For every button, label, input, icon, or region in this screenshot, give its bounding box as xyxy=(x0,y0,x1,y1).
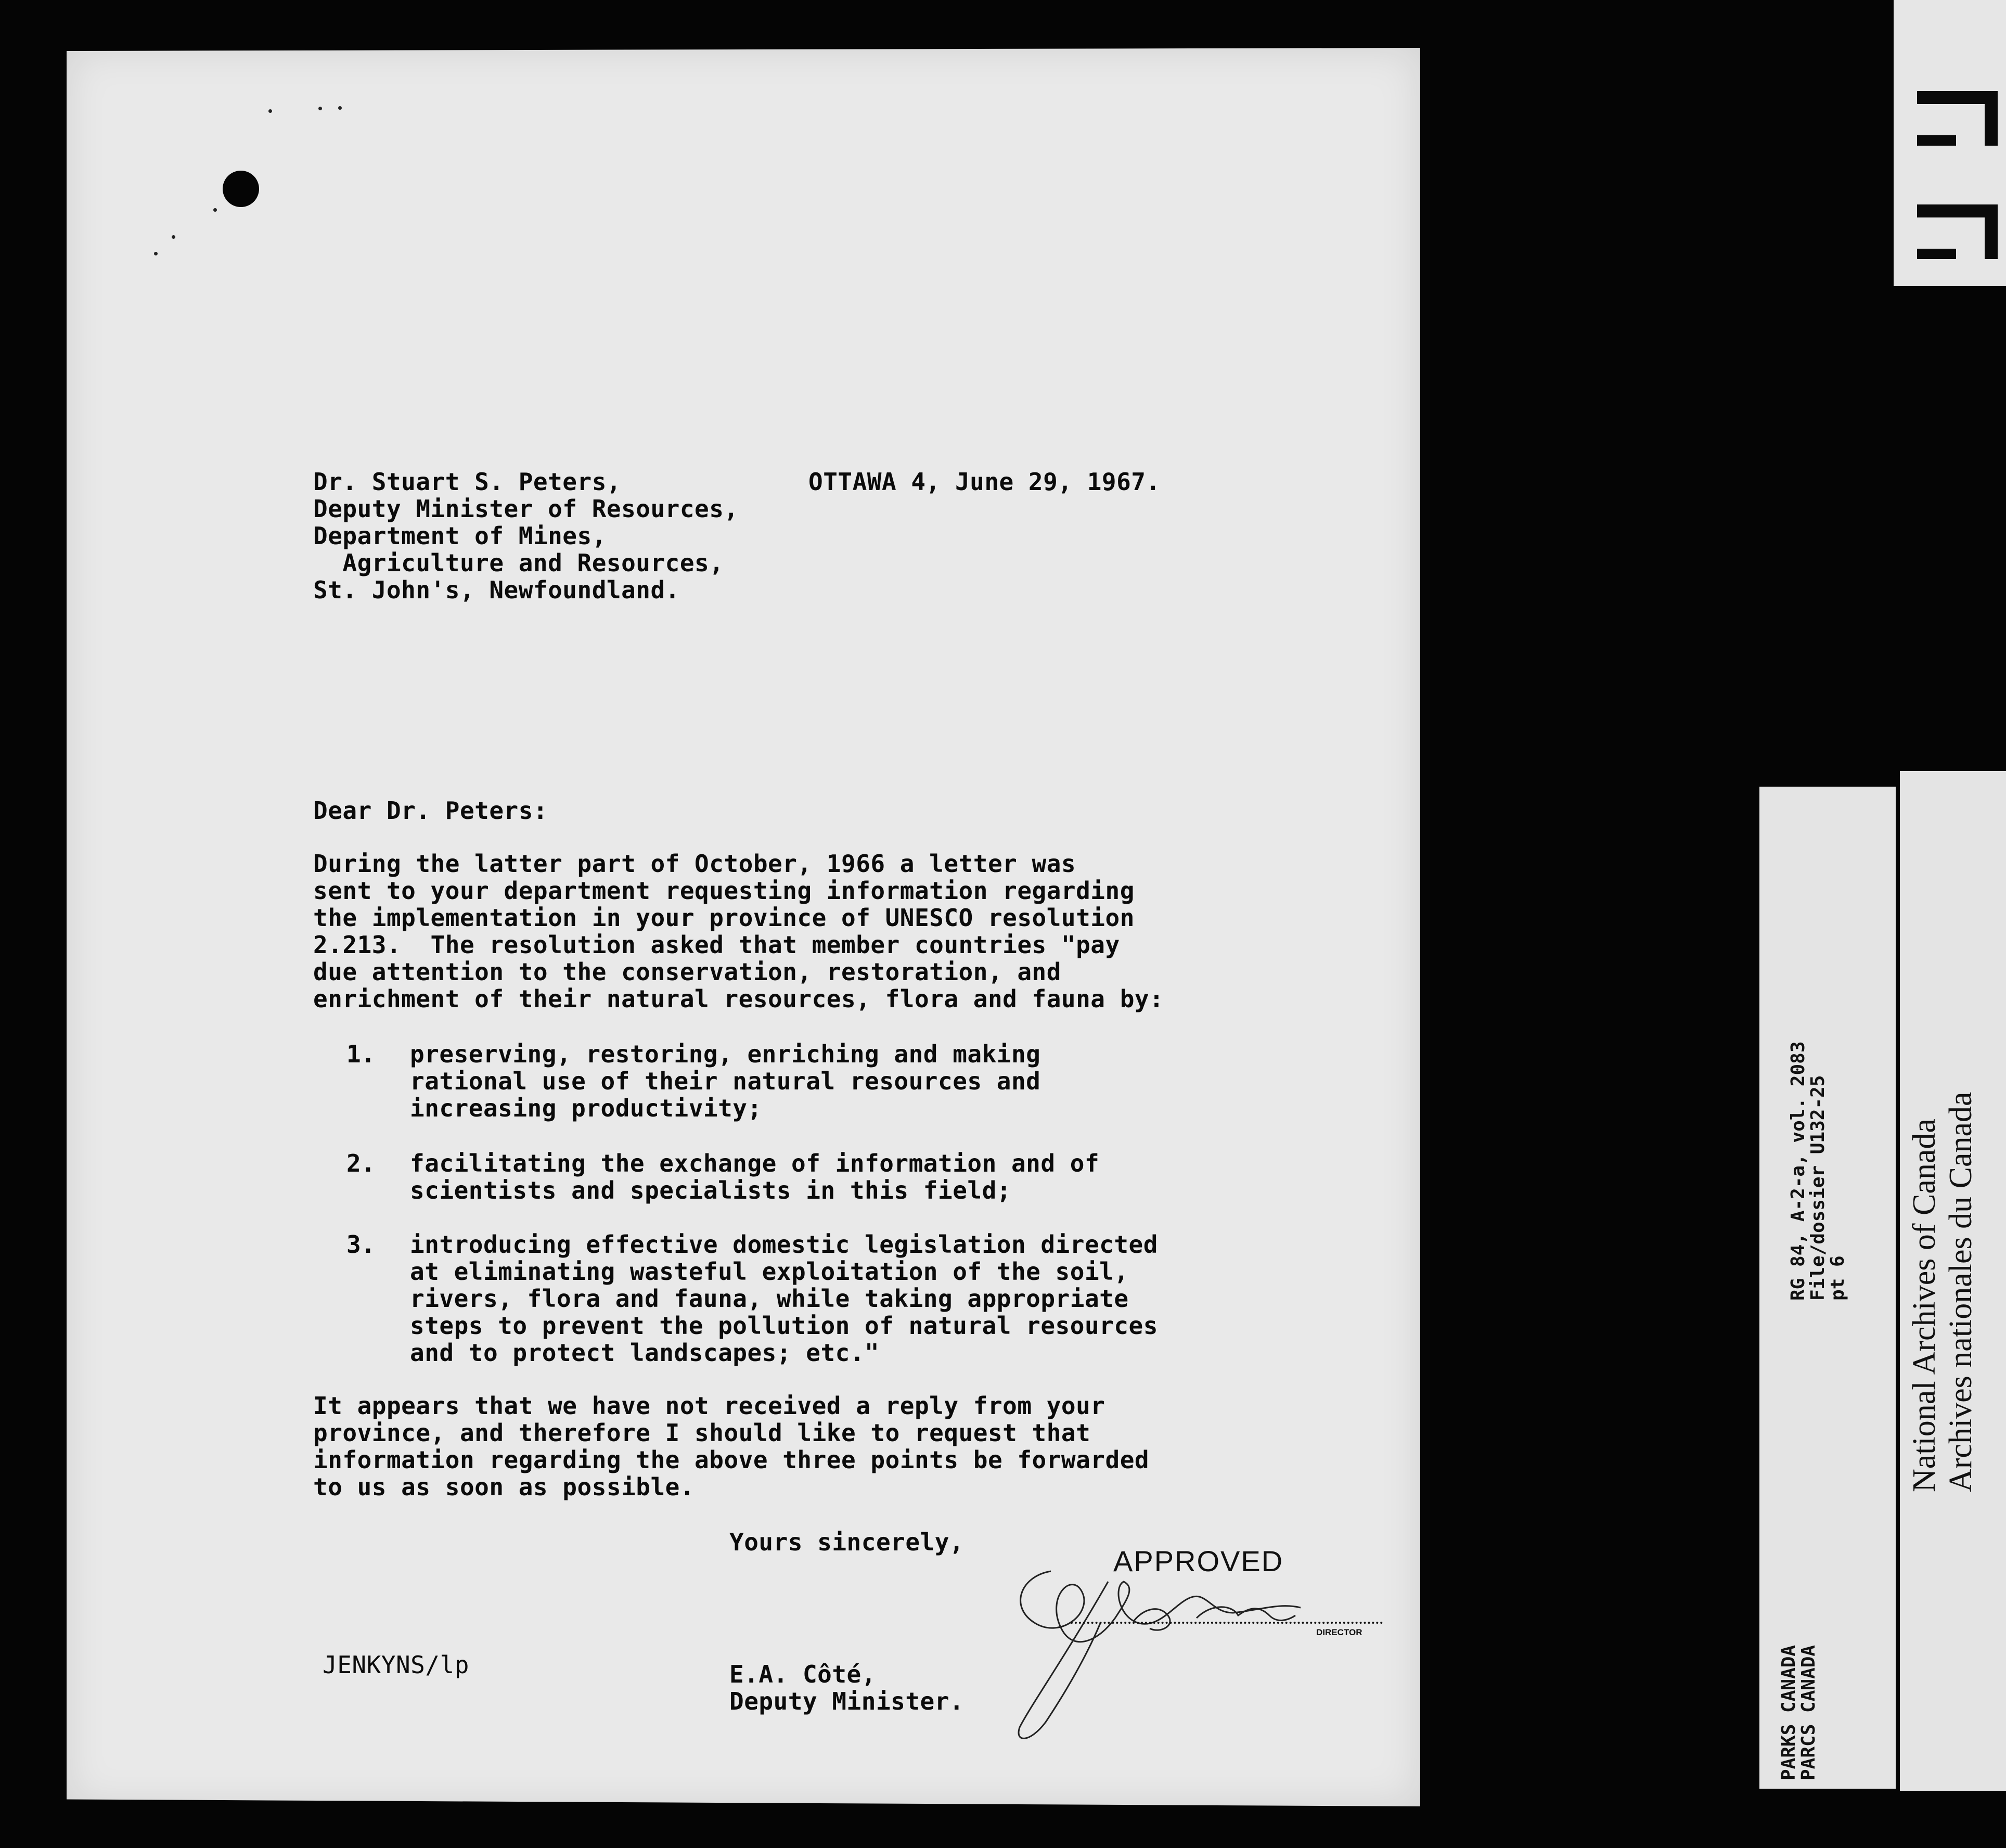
point-line: scientists and specialists in this field; xyxy=(410,1176,1011,1204)
speck xyxy=(154,252,158,255)
point-line: introducing effective domestic legislation directed xyxy=(410,1230,1158,1259)
paragraph-line: due attention to the conservation, restoration, and xyxy=(313,958,1061,986)
agency-line: PARKS CANADA xyxy=(1778,1645,1799,1780)
closing-paragraph xyxy=(313,1392,1149,1500)
salutation: Dear Dr. Peters: xyxy=(313,797,548,825)
paragraph-line: During the latter part of October, 1966 a letter was xyxy=(313,850,1076,878)
paragraph-line: It appears that we have not received a reply from your xyxy=(313,1392,1105,1420)
point-item xyxy=(410,1041,1040,1122)
speck xyxy=(338,106,342,110)
stamp-role: DIRECTOR xyxy=(1316,1627,1362,1637)
paragraph-line: sent to your department requesting information regarding xyxy=(313,877,1135,905)
agency-line: PARCS CANADA xyxy=(1798,1645,1819,1780)
point-number: 1. xyxy=(346,1040,376,1068)
frame-marker-glyphs xyxy=(1894,0,2006,286)
archive-reference-line: RG 84, A-2-a, vol. 2083 xyxy=(1788,1041,1809,1301)
address-line: St. John's, Newfoundland. xyxy=(313,576,680,604)
institution-line: National Archives of Canada xyxy=(1907,1119,1942,1492)
reference-initials: JENKYNS/lp xyxy=(323,1651,469,1679)
archive-reference-line: pt 6 xyxy=(1827,1255,1848,1301)
institution-line: Archives nationales du Canada xyxy=(1943,1092,1978,1492)
recipient-address xyxy=(313,468,739,604)
paragraph-line: the implementation in your province of UNESCO resolution xyxy=(313,904,1135,932)
address-line: Deputy Minister of Resources, xyxy=(313,495,739,523)
agency-label xyxy=(1779,1645,1819,1780)
paragraph-line: province, and therefore I should like to request that xyxy=(313,1419,1091,1447)
point-line: and to protect landscapes; etc." xyxy=(410,1339,880,1367)
frame-marker xyxy=(1894,0,2006,286)
archive-reference-line: File/dossier U132-25 xyxy=(1807,1075,1829,1301)
complimentary-close: Yours sincerely, xyxy=(729,1528,965,1556)
point-item xyxy=(410,1231,1158,1366)
signer-name: E.A. Côté, xyxy=(729,1660,876,1688)
stamp-signature-line xyxy=(1071,1622,1383,1624)
approved-stamp: APPROVED xyxy=(1113,1545,1284,1577)
speck xyxy=(268,109,272,113)
speck xyxy=(318,107,322,110)
point-line: rational use of their natural resources and xyxy=(410,1067,1041,1095)
point-line: preserving, restoring, enriching and making xyxy=(410,1040,1041,1068)
handwritten-signature xyxy=(988,1550,1353,1748)
point-number: 2. xyxy=(346,1149,376,1177)
punch-hole xyxy=(223,171,259,207)
signer-title: Deputy Minister. xyxy=(729,1687,965,1715)
point-line: facilitating the exchange of information and of xyxy=(410,1149,1100,1177)
intro-paragraph xyxy=(313,850,1164,1012)
point-line: rivers, flora and fauna, while taking appropriate xyxy=(410,1285,1129,1313)
paragraph-line: to us as soon as possible. xyxy=(313,1473,695,1501)
point-line: at eliminating wasteful exploitation of the soil, xyxy=(410,1257,1129,1286)
signature-block xyxy=(729,1661,964,1715)
address-line: Department of Mines, xyxy=(313,522,607,550)
place-date: OTTAWA 4, June 29, 1967. xyxy=(808,468,1161,496)
speck xyxy=(213,208,217,212)
paragraph-line: 2.213. The resolution asked that member countries "pay xyxy=(313,931,1120,959)
point-item xyxy=(410,1150,1099,1204)
paragraph-line: enrichment of their natural resources, flora and fauna by: xyxy=(313,985,1164,1013)
point-line: steps to prevent the pollution of natural resources xyxy=(410,1312,1158,1340)
institution-label xyxy=(1906,1092,1979,1492)
paragraph-line: information regarding the above three points be forwarded xyxy=(313,1446,1150,1474)
address-line: Agriculture and Resources, xyxy=(313,549,724,577)
address-line: Dr. Stuart S. Peters, xyxy=(313,468,622,496)
point-line: increasing productivity; xyxy=(410,1094,762,1122)
point-number: 3. xyxy=(346,1230,376,1259)
archive-reference xyxy=(1789,1042,1848,1301)
speck xyxy=(172,235,175,239)
